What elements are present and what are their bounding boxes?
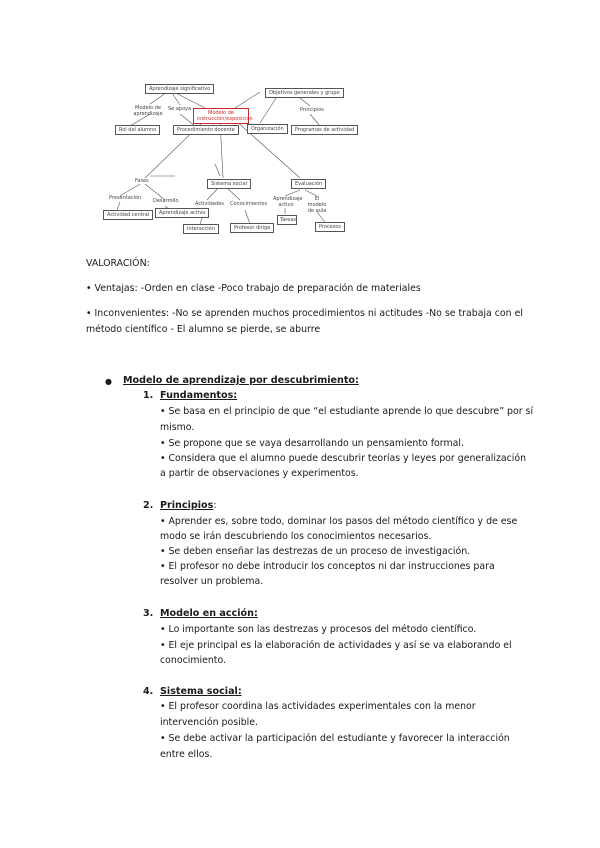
section-2-line: • El profesor no debe introducir los conceptos ni dar instrucciones para bbox=[160, 561, 495, 572]
node-bottom-left-sub-a: Presentación bbox=[109, 195, 142, 201]
section-1-line: • Se basa en el principio de que “el estudiante aprende lo que descubre” por sí bbox=[160, 406, 534, 417]
connector bbox=[245, 210, 250, 224]
node-bottom-right-sub-a: Aprendizaje activo bbox=[273, 196, 303, 208]
connector bbox=[215, 164, 220, 176]
valoracion-ventajas: • Ventajas: -Orden en clase -Poco trabajo de preparación de materiales bbox=[86, 283, 421, 294]
central-node: Modelo de instrucción/exposición bbox=[193, 108, 249, 124]
node-top-left-sub-b: Se apoya bbox=[168, 106, 192, 112]
node-bottom-center-leaf-a: Interacción bbox=[183, 224, 219, 234]
section-1-line: a partir de observaciones y experimentos. bbox=[160, 468, 359, 479]
node-bottom-right-sub-b: El modelo de aula bbox=[307, 196, 327, 214]
section-4-line: entre ellos. bbox=[160, 749, 213, 760]
node-top-left-leaf-b: Procedimiento docente bbox=[173, 125, 239, 135]
node-bottom-left-sub-b: Desarrollo bbox=[153, 198, 179, 204]
node-bottom-right-leaf-a: Tareas bbox=[277, 215, 297, 225]
node-bottom-center-sub-a: Actividades bbox=[195, 201, 224, 207]
section-2-line: • Aprender es, sobre todo, dominar los pasos del método científico y de ese bbox=[160, 516, 518, 527]
section-1-line: mismo. bbox=[160, 422, 195, 433]
valoracion-inconvenientes-line-1: • Inconvenientes: -No se aprenden muchos procedimientos ni actitudes -No se trabaja con el bbox=[86, 308, 523, 319]
node-bottom-left: Fases bbox=[135, 178, 149, 184]
concept-map-connectors bbox=[95, 78, 347, 246]
section-4-line: • Se debe activar la participación del estudiante y favorecer la interacción bbox=[160, 733, 510, 744]
section-bullet-icon: ● bbox=[105, 377, 112, 386]
node-top-right-leaf-a: Organización bbox=[247, 124, 288, 134]
connector bbox=[117, 202, 120, 210]
section-2-line: resolver un problema. bbox=[160, 576, 264, 587]
section-4-title: Sistema social: bbox=[160, 686, 242, 697]
section-2-title-colon: : bbox=[213, 500, 217, 511]
section-1-title: Fundamentos: bbox=[160, 390, 238, 401]
node-bottom-center: Sistema social bbox=[207, 179, 251, 189]
node-top-left: Aprendizaje significativo bbox=[145, 84, 214, 94]
connector bbox=[235, 92, 260, 108]
node-bottom-center-sub-b: Conocimientos bbox=[230, 201, 268, 207]
node-top-left-leaf-a: Rol del alumno bbox=[115, 125, 160, 135]
node-bottom-left-leaf-b: Aprendizaje activo bbox=[155, 208, 209, 218]
node-bottom-right-leaf-b: Procesos bbox=[315, 222, 345, 232]
valoracion-heading: VALORACIÓN: bbox=[86, 258, 150, 269]
section-3-title: Modelo en acción: bbox=[160, 608, 258, 619]
section-2-title-wrap bbox=[160, 499, 217, 513]
modelo-title: Modelo de aprendizaje por descubrimiento: bbox=[123, 375, 359, 386]
section-2-number: 2. bbox=[143, 500, 154, 511]
section-1-line: • Considera que el alumno puede descubrir teorías y leyes por generalización bbox=[160, 453, 527, 464]
node-top-left-sub-a: Modelo de aprendizaje bbox=[133, 105, 163, 117]
node-top-right: Objetivos generales y grupo bbox=[265, 88, 344, 98]
section-2-line: modo se irán descubriendo los conocimientos necesarios. bbox=[160, 531, 432, 542]
section-1-line: • Se propone que se vaya desarrollando un pensamiento formal. bbox=[160, 438, 464, 449]
section-2-title: Principios bbox=[160, 500, 214, 511]
section-3-line: • Lo importante son las destrezas y procesos del método científico. bbox=[160, 624, 477, 635]
valoracion-inconvenientes-line-2: método científico - El alumno se pierde, se aburre bbox=[86, 324, 321, 335]
node-top-right-leaf-b: Programas de actividad bbox=[291, 125, 358, 135]
section-4-line: • El profesor coordina las actividades experimentales con la menor bbox=[160, 701, 476, 712]
node-bottom-center-leaf-b: Profesor dirige bbox=[230, 223, 274, 233]
node-bottom-right: Evaluación bbox=[291, 179, 326, 189]
concept-map bbox=[95, 78, 355, 246]
section-1-number: 1. bbox=[143, 390, 154, 401]
section-4-number: 4. bbox=[143, 686, 154, 697]
section-2-line: • Se deben enseñar las destrezas de un proceso de investigación. bbox=[160, 546, 471, 557]
node-top-right-sub: Principios bbox=[300, 107, 324, 113]
section-3-line: • El eje principal es la elaboración de actividades y así se va elaborando el bbox=[160, 640, 512, 651]
section-3-line: conocimiento. bbox=[160, 655, 227, 666]
section-4-line: intervención posible. bbox=[160, 717, 258, 728]
node-bottom-left-leaf-a: Actividad central bbox=[103, 210, 153, 220]
section-3-number: 3. bbox=[143, 608, 154, 619]
